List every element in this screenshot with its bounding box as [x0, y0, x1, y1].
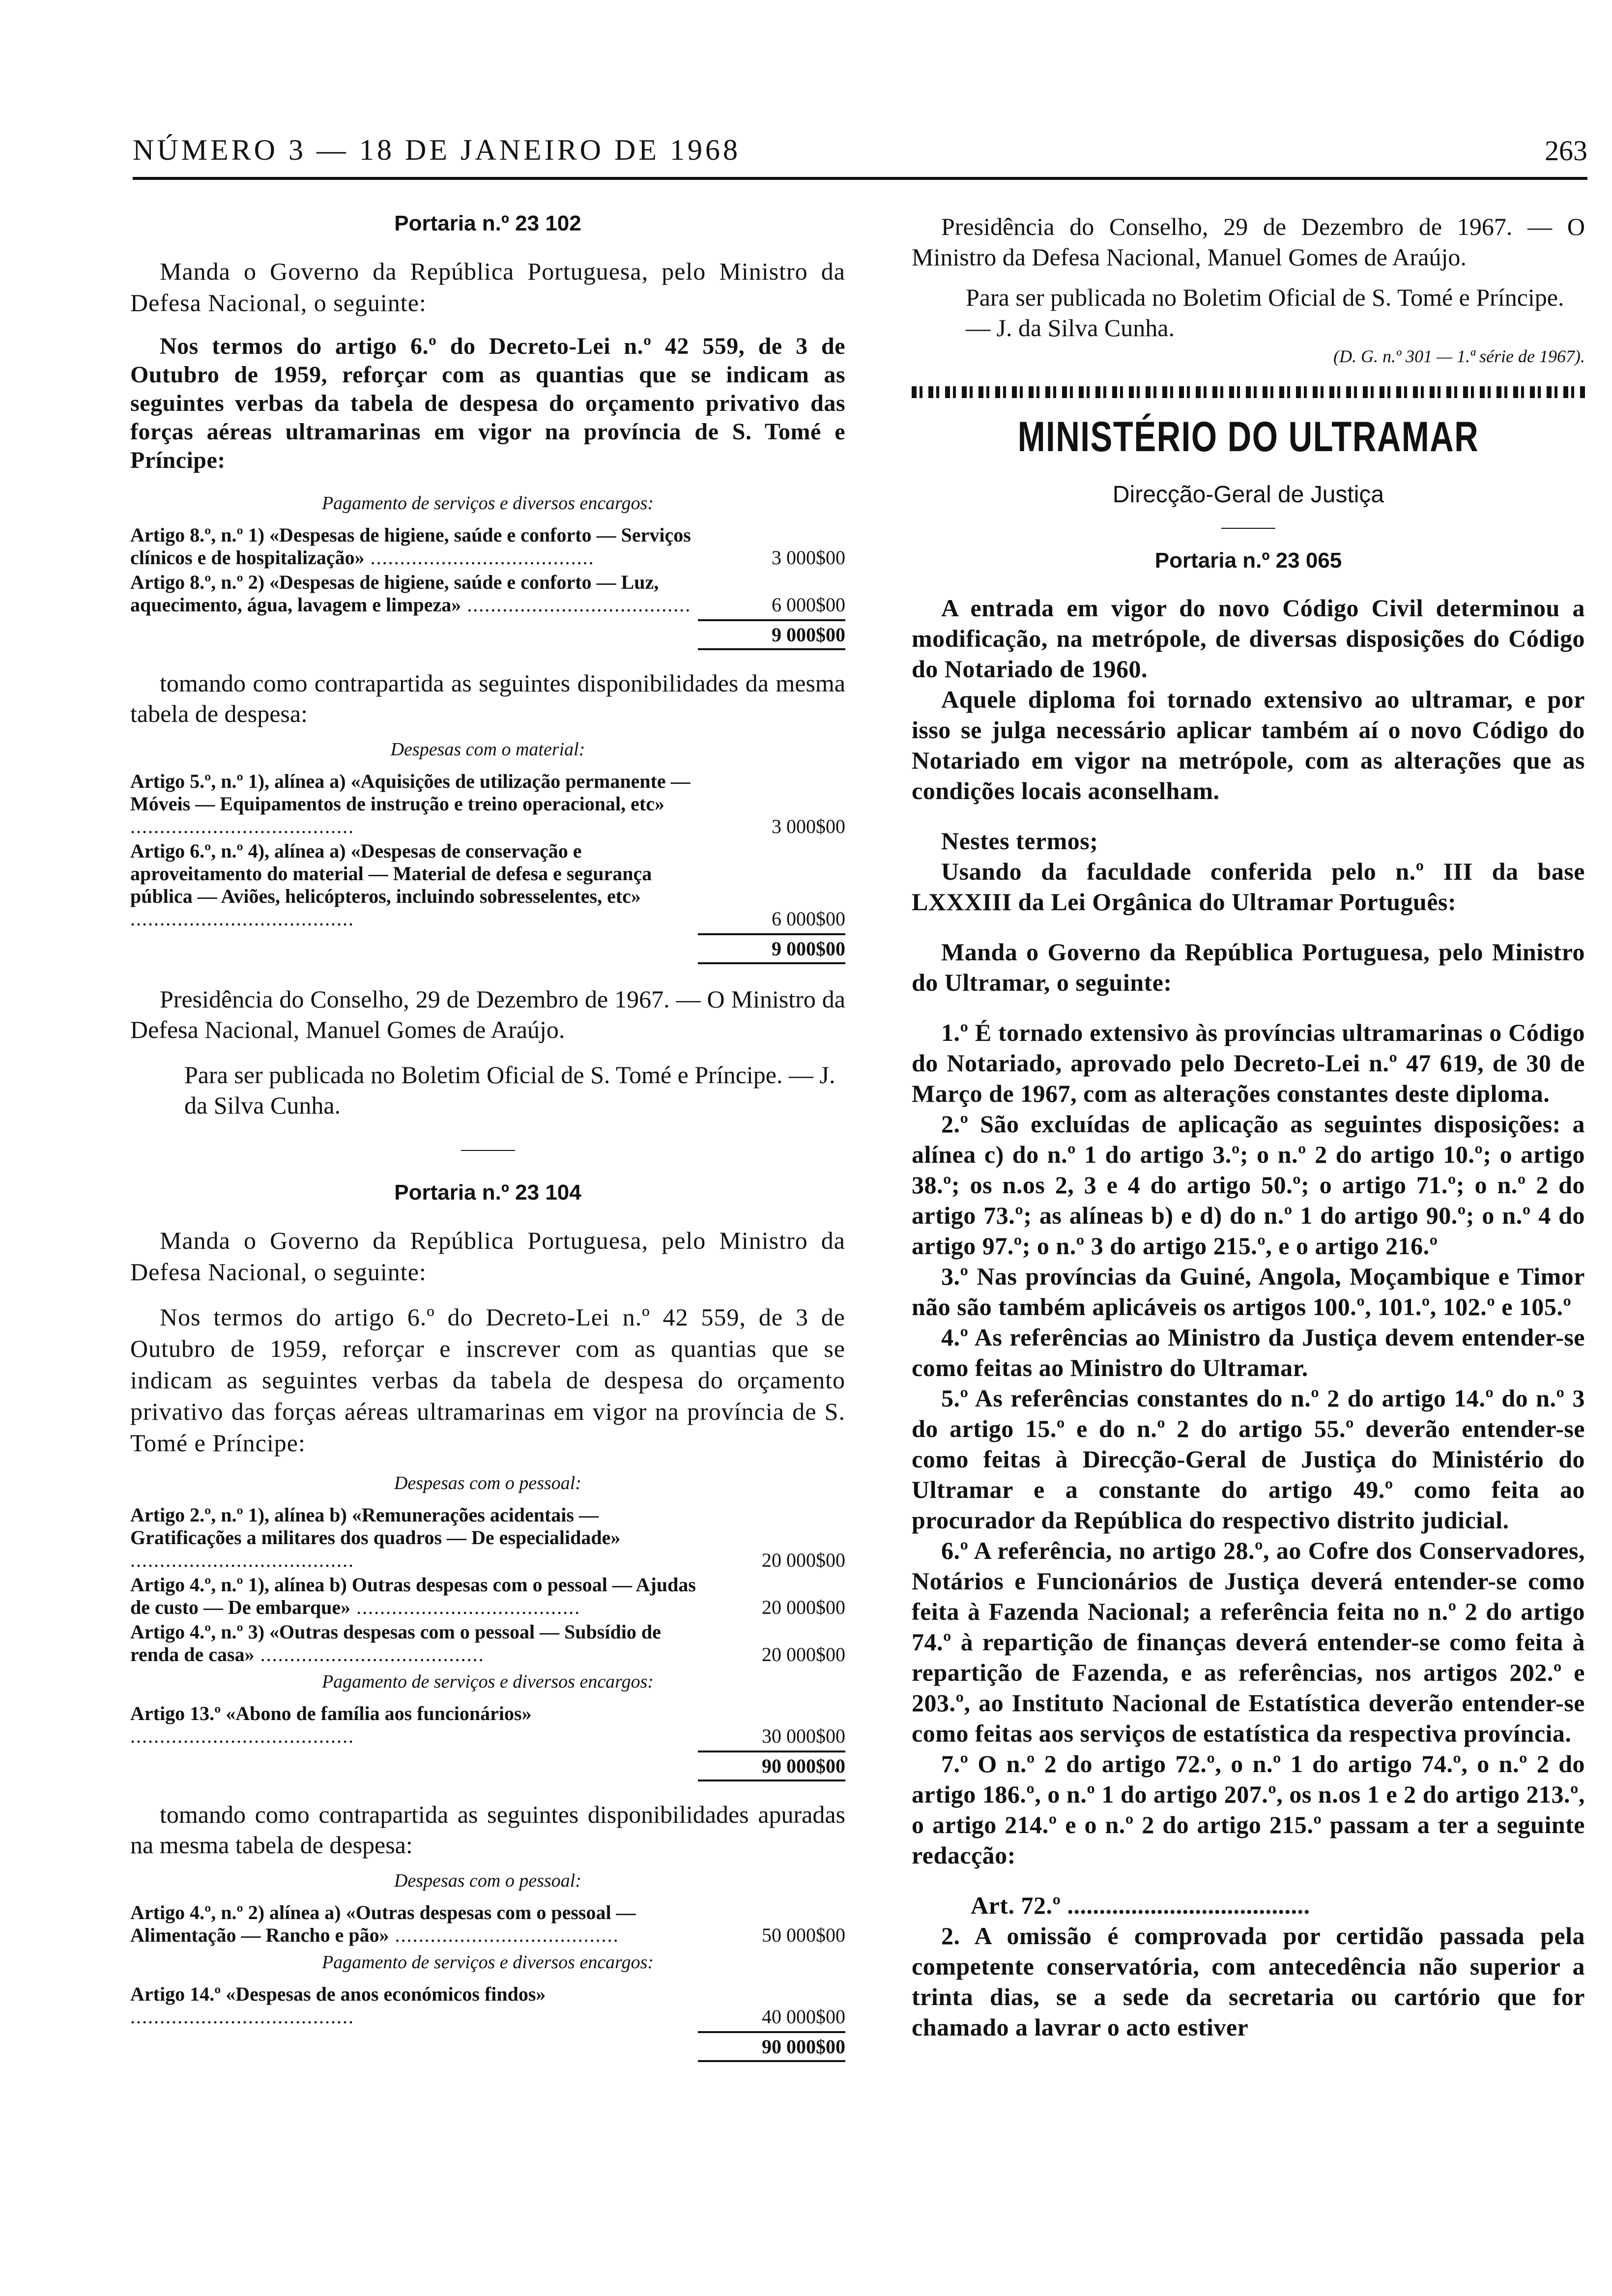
signature-line: Presidência do Conselho, 29 de Dezembro de 1967. — O Ministro da Defesa Nacional, Manuel Gomes de Araújo. [912, 213, 1585, 271]
section-divider [461, 1150, 515, 1151]
item-amount: 40 000$00 [762, 2006, 845, 2028]
header-rule [133, 177, 1587, 180]
contrapartida-text-2: tomando como contrapartida as seguintes disponibilidades apuradas na mesma tabela de despesa: [130, 1801, 845, 1859]
paragraph: Aquele diploma foi tornado extensivo ao ultramar, e por isso se julga necessário aplicar também aí o novo Código do Notariado em vigor na metrópole, com as alterações que as condições locais aconselham. [912, 686, 1585, 804]
publication-note: Para ser publicada no Boletim Oficial de S. Tomé e Príncipe. — J. da Silva Cunha. [184, 1061, 835, 1119]
item-text: Artigo 4.º, n.º 1), alínea b) Outras despesas com o pessoal — Ajudas de custo — De embarque» ..... [130, 1574, 713, 1619]
subhead-pessoal: Despesas com o pessoal: [394, 1473, 581, 1493]
item-text: Artigo 8.º, n.º 1) «Despesas de higiene, saúde e conforto — Serviços clínicos e de hospitalização» ..... [130, 524, 713, 569]
direction-heading: Direcção-Geral de Justiça [1112, 482, 1384, 508]
portaria-23104-title: Portaria n.º 23 104 [394, 1180, 581, 1205]
portaria-23102-intro: Manda o Governo da República Portuguesa, pelo Ministro da Defesa Nacional, o seguinte: [130, 258, 845, 316]
clause-2: 2.º São excluídas de aplicação as seguintes disposições: a alínea c) do n.º 1 do artigo 3.º; o n.º 2 do artigo 10.º; o artigo 38.º; os n.os 2, 3 e 4 do artigo 50.º; o artigo 71.º; o n.º 2 do artigo 73.º; as alíneas b) e d) do n.º 1 do artigo 90.º; o n.º 4 do artigo 97.º; o n.º 3 do artigo 215.º, e o artigo 216.º [912, 1110, 1585, 1260]
item-list [130, 770, 845, 930]
portaria-23065-title: Portaria n.º 23 065 [1154, 548, 1342, 573]
portaria-23104-legal: Nos termos do artigo 6.º do Decreto-Lei n.º 42 559, de 3 de Outubro de 1959, reforçar e inscrever com as quantias que se indicam as seguintes verbas da tabela de despesa do orçamento privativo das forças aéreas ultramarinas em vigor na província de S. Tomé e Príncipe: [130, 1303, 845, 1457]
clause-1: 1.º É tornado extensivo às províncias ultramarinas o Código do Notariado, aprovado pelo Decreto-Lei n.º 47 619, de 30 de Março de 1967, com as alterações constantes deste diploma. [912, 1019, 1585, 1107]
subhead-pagamento-2: Pagamento de serviços e diversos encargos: [321, 1671, 654, 1692]
item-list [130, 1983, 845, 2028]
total-amount: 9 000$00 [698, 933, 845, 964]
publication-note: Para ser publicada no Boletim Oficial de S. Tomé e Príncipe. — J. da Silva Cunha. [966, 284, 1564, 342]
clause-4: 4.º As referências ao Ministro da Justiça devem entender-se como feitas ao Ministro do Ultramar. [912, 1323, 1585, 1381]
section-divider [1221, 528, 1275, 529]
signature-line: Presidência do Conselho, 29 de Dezembro de 1967. — O Ministro da Defesa Nacional, Manuel Gomes de Araújo. [130, 985, 845, 1043]
item-list [130, 1504, 845, 1666]
clause-3: 3.º Nas províncias da Guiné, Angola, Moçambique e Timor não são também aplicáveis os artigos 100.º, 101.º, 102.º e 105.º [912, 1263, 1585, 1320]
item-amount: 20 000$00 [762, 1596, 845, 1618]
issue-date: NÚMERO 3 — 18 DE JANEIRO DE 1968 [133, 134, 741, 166]
portaria-23104-intro: Manda o Governo da República Portuguesa, pelo Ministro da Defesa Nacional, o seguinte: [130, 1227, 845, 1286]
list-item [130, 1574, 845, 1619]
item-amount: 20 000$00 [762, 1643, 845, 1665]
paragraph: Usando da faculdade conferida pelo n.º III da base LXXXIII da Lei Orgânica do Ultramar Português: [912, 858, 1585, 916]
list-item [130, 770, 845, 838]
item-list [130, 524, 845, 616]
item-amount: 50 000$00 [762, 1924, 845, 1946]
item-text: Artigo 13.º «Abono de família aos funcionários» ..... [130, 1702, 713, 1748]
subhead-pessoal-2: Despesas com o pessoal: [394, 1870, 581, 1891]
paragraph: Manda o Governo da República Portuguesa, pelo Ministro do Ultramar, o seguinte: [912, 938, 1585, 996]
item-text: Artigo 6.º, n.º 4), alínea a) «Despesas de conservação e aproveitamento do material — Material de defesa e segurança pública — Aviões, helicópteros, incluindo sobresselentes, etc» ..... [130, 840, 713, 930]
paragraph: A entrada em vigor do novo Código Civil determinou a modificação, na metrópole, de diversas disposições do Código do Notariado de 1960. [912, 594, 1585, 683]
list-item [130, 1621, 845, 1666]
paragraph: Nestes termos; [941, 827, 1098, 855]
item-text: Artigo 14.º «Despesas de anos económicos findos» ..... [130, 1983, 713, 2028]
portaria-23102-title: Portaria n.º 23 102 [394, 211, 581, 235]
total-amount: 90 000$00 [698, 1751, 845, 1781]
clause-7: 7.º O n.º 2 do artigo 72.º, o n.º 1 do artigo 74.º, o n.º 2 do artigo 186.º, o n.º 1 do artigo 207.º, os n.os 1 e 2 do artigo 213.º, o artigo 214.º e o n.º 2 do artigo 215.º passam a ter a seguinte redacção: [912, 1750, 1585, 1869]
item-list [130, 1702, 845, 1748]
item-amount: 30 000$00 [762, 1725, 845, 1747]
list-item [130, 1504, 845, 1572]
article-72-2: 2. A omissão é comprovada por certidão passada pela competente conservatória, com antecedência não superior a trinta dias, se a sede da secretaria ou cartório que for chamado a lavrar o acto estiver [912, 1922, 1585, 2041]
page-header [133, 123, 1587, 167]
clause-5: 5.º As referências constantes do n.º 2 do artigo 14.º do n.º 3 do artigo 15.º e do n.º 2 do artigo 55.º deverão entender-se como feitas à Direcção-Geral de Justiça do Ministério do Ultramar e a constante do artigo 49.º como feita ao procurador da República do respectivo distrito judicial. [912, 1384, 1585, 1534]
item-amount: 20 000$00 [762, 1549, 845, 1571]
clause-6: 6.º A referência, no artigo 28.º, ao Cofre dos Conservadores, Notários e Funcionários de Justiça deverá entender-se como feita à Fazenda Nacional; a referência feita no n.º 2 do artigo 74.º à repartição de finanças deverá entender-se como feita à repartição de Fazenda, e as referências, nos artigos 202.º e 203.º, ao Instituto Nacional de Estatística deverão entender-se como feitas aos serviços de estatística da respectiva província. [912, 1537, 1585, 1747]
ministry-heading: MINISTÉRIO DO ULTRAMAR [1017, 413, 1479, 460]
item-amount: 3 000$00 [772, 546, 845, 569]
list-item [130, 1983, 845, 2028]
list-item [130, 1702, 845, 1748]
item-amount: 6 000$00 [772, 908, 845, 930]
item-amount: 6 000$00 [772, 594, 845, 616]
subhead-pagamento-3: Pagamento de serviços e diversos encargos: [321, 1952, 654, 1973]
list-item [130, 840, 845, 930]
article-72: Art. 72.º ...................................... [971, 1892, 1310, 1919]
item-text: Artigo 8.º, n.º 2) «Despesas de higiene, saúde e conforto — Luz, aquecimento, água, lavagem e limpeza» ..... [130, 571, 713, 616]
right-column [912, 211, 1585, 2042]
total-amount: 90 000$00 [698, 2031, 845, 2062]
total-amount: 9 000$00 [698, 619, 845, 650]
item-amount: 3 000$00 [772, 815, 845, 837]
item-text: Artigo 5.º, n.º 1), alínea a) «Aquisições de utilização permanente — Móveis — Equipamentos de instrução e treino operacional, etc» ..... [130, 770, 713, 838]
left-column [130, 211, 845, 2080]
dg-reference: (D. G. n.º 301 — 1.ª série de 1967). [1333, 346, 1585, 366]
item-text: Artigo 2.º, n.º 1), alínea b) «Remunerações acidentais — Gratificações a militares dos quadros — De especialidade» ..... [130, 1504, 713, 1572]
list-item [130, 1901, 845, 1947]
page-number: 263 [1545, 135, 1587, 167]
item-text: Artigo 4.º, n.º 2) alínea a) «Outras despesas com o pessoal — Alimentação — Rancho e pão» ..... [130, 1901, 713, 1947]
list-item [130, 571, 845, 616]
contrapartida-text: tomando como contrapartida as seguintes disponibilidades da mesma tabela de despesa: [130, 669, 845, 727]
portaria-23102-legal: Nos termos do artigo 6.º do Decreto-Lei n.º 42 559, de 3 de Outubro de 1959, reforçar com as quantias que se indicam as seguintes verbas da tabela de despesa do orçamento privativo das forças aéreas ultramarinas em vigor na província de S. Tomé e Príncipe: [130, 333, 845, 473]
item-text: Artigo 4.º, n.º 3) «Outras despesas com o pessoal — Subsídio de renda de casa» ..... [130, 1621, 713, 1666]
list-item [130, 524, 845, 569]
subhead-material: Despesas com o material: [390, 739, 585, 760]
subhead-pagamento: Pagamento de serviços e diversos encargos: [321, 493, 654, 514]
item-list [130, 1901, 845, 1947]
ornamental-divider [912, 386, 1585, 398]
